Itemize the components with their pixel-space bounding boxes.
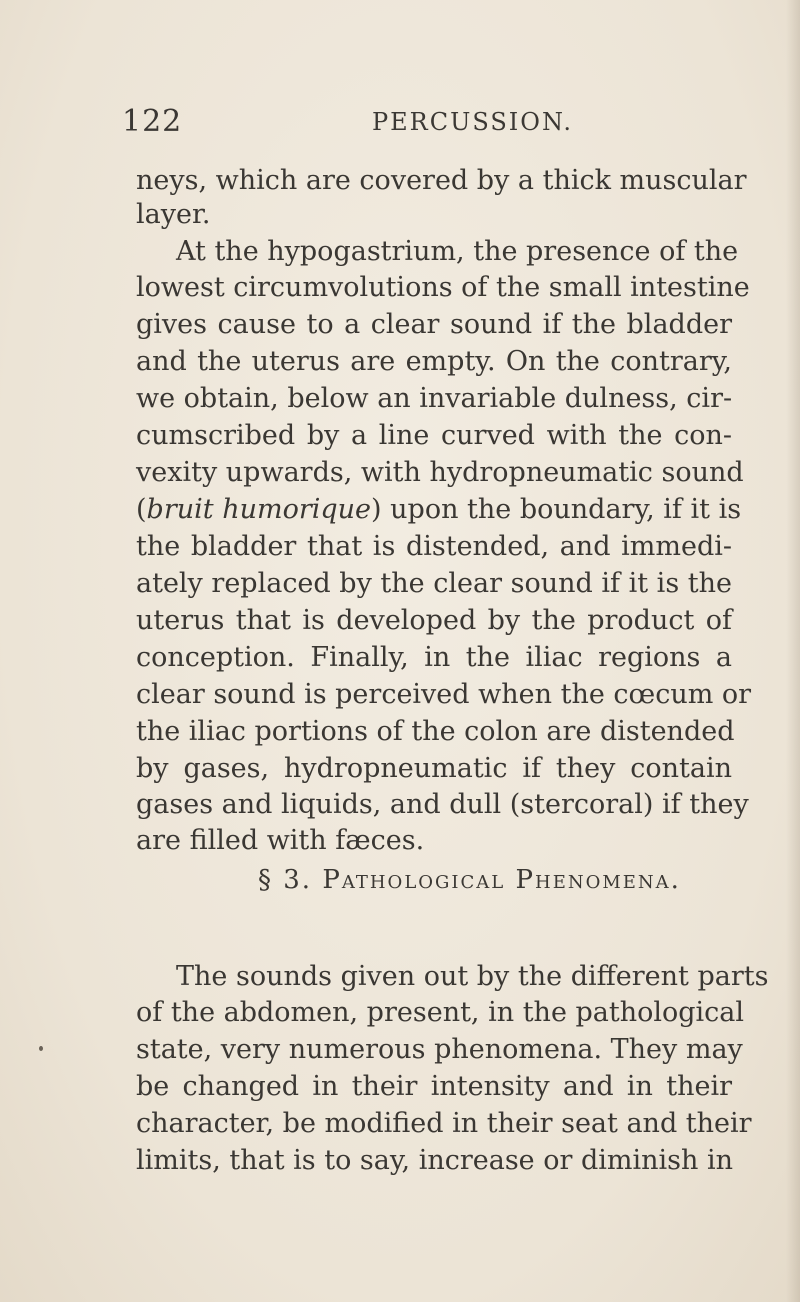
italic-term: bruit humorique — [146, 494, 372, 525]
text-line: the bladder that is distended, and immedi- — [136, 531, 732, 562]
text-line: of the abdomen, present, in the pathological — [136, 997, 745, 1028]
text-line: limits, that is to say, increase or diminish in — [136, 1145, 734, 1176]
section-number: § 3. — [258, 865, 313, 895]
text-line: gives cause to a clear sound if the bladder — [136, 309, 732, 340]
text-line: conception. Finally, in the iliac regions a — [136, 642, 732, 673]
text-line: state, very numerous phenomena. They may — [136, 1034, 743, 1065]
page-edge-shadow — [786, 0, 800, 1302]
text-line: and the uterus are empty. On the contrary, — [136, 346, 732, 377]
text-fragment: ( — [136, 494, 147, 525]
paper-speck — [39, 1046, 43, 1051]
text-line: the iliac portions of the colon are distended — [136, 716, 735, 747]
text-line: layer. — [136, 199, 211, 230]
text-line: vexity upwards, with hydropneumatic sound — [136, 457, 744, 488]
text-line: At the hypogastrium, the presence of the — [176, 236, 739, 267]
text-line: The sounds given out by the different parts — [176, 961, 769, 992]
text-line: lowest circumvolutions of the small intestine — [136, 272, 750, 303]
text-line: ately replaced by the clear sound if it is the — [136, 568, 732, 599]
text-line: uterus that is developed by the product of — [136, 605, 732, 636]
text-fragment: ) upon the boundary, if it is — [371, 494, 742, 525]
text-line: gases and liquids, and dull (stercoral) if they — [136, 789, 749, 820]
running-head: PERCUSSION. — [372, 108, 574, 136]
section-heading — [258, 865, 681, 895]
text-line: cumscribed by a line curved with the con- — [136, 420, 732, 451]
text-line: are filled with fæces. — [136, 825, 425, 856]
text-line: neys, which are covered by a thick muscular — [136, 165, 747, 196]
text-line: we obtain, below an invariable dulness, cir- — [136, 383, 733, 414]
text-line: character, be modified in their seat and their — [136, 1108, 752, 1139]
page-number: 122 — [122, 104, 183, 139]
section-title: Pathological Phenomena. — [322, 865, 681, 895]
page-header — [122, 104, 742, 144]
text-line: be changed in their intensity and in their — [136, 1071, 732, 1102]
text-line: clear sound is perceived when the cœcum or — [136, 679, 752, 710]
text-line: by gases, hydropneumatic if they contain — [136, 753, 732, 784]
text-line-with-italic — [136, 493, 742, 527]
